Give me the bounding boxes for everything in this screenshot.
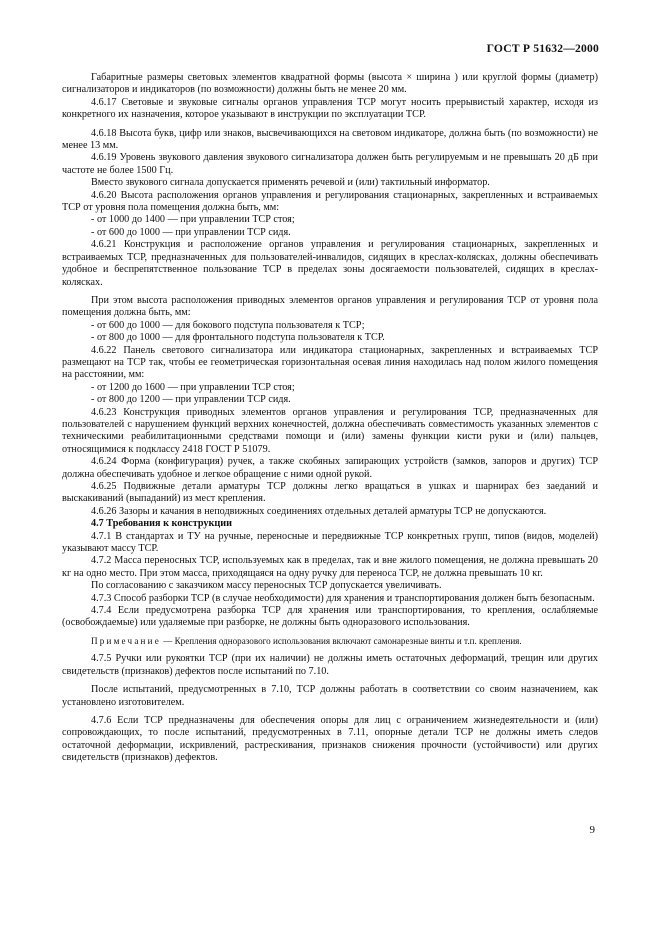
paragraph: 4.6.17 Световые и звуковые сигналы органов управления ТСР могут носить прерывистый характер, исходя из конкретного их назначения, которое указывают в инструкции по эксплуатации ТСР. (62, 96, 598, 121)
note-label: Примечание (91, 635, 161, 646)
paragraph: 4.6.20 Высота расположения органов управления и регулирования стационарных, закрепленных и встраиваемых ТСР от уровня пола помещения должна быть, мм: (62, 189, 598, 214)
paragraph: При этом высота расположения приводных элементов органов управления и регулирования ТСР от уровня пола помещения должна быть, мм: (62, 294, 598, 319)
list-item: - от 1200 до 1600 — при управлении ТСР стоя; (91, 381, 295, 393)
paragraph: 4.6.22 Панель светового сигнализатора или индикатора стационарных, закрепленных и встраиваемых ТСР размещают на ТСР так, чтобы ее геометрическая горизонтальная осевая линия находилась над полом жилого помещения на расстоянии, мм: (62, 344, 598, 381)
note (62, 636, 598, 647)
list-item: - от 600 до 1000 — при управлении ТСР сидя. (91, 226, 291, 238)
paragraph: 4.6.21 Конструкция и расположение органов управления и регулирования стационарных, закрепленных и встраиваемых ТСР, предназначенных для пользователей-инвалидов, сидящих в креслах-колясках, должны обеспечивать удобное и беспрепятственное пользование ТСР в пределах зоны досягаемости пользователей, сидящих в креслах-колясках. (62, 239, 598, 288)
paragraph: По согласованию с заказчиком массу переносных ТСР допускается увеличивать. (91, 580, 442, 592)
paragraph: 4.7.6 Если ТСР предназначены для обеспечения опоры для лиц с ограничением жизнедеятельности и (или) сопровождающих, то после испытаний, предусмотренных в 7.11, опорные детали ТСР не должны иметь следов остаточной деформации, искривлений, растрескивания, признаков снижения прочности (устойчивости) или других свидетельств (признаков) дефектов. (62, 714, 598, 764)
list-item: - от 600 до 1000 — для бокового подступа пользователя к ТСР; (91, 319, 365, 331)
paragraph: 4.7.4 Если предусмотрена разборка ТСР для хранения или транспортирования, то крепления, ослабляемые (освобождаемые) или удаляемые при разборке, не должны быть одноразового использования. (62, 605, 598, 629)
page-number: 9 (589, 824, 595, 836)
paragraph: 4.6.25 Подвижные детали арматуры ТСР должны легко вращаться в ушках и шарнирах без заеданий и выскакиваний (выпаданий) из мест крепления. (62, 481, 598, 505)
paragraph: 4.6.26 Зазоры и качания в неподвижных соединениях отдельных деталей арматуры ТСР не допускаются. (91, 505, 547, 517)
document-body (62, 72, 598, 765)
list-item: - от 800 до 1200 — при управлении ТСР сидя. (91, 394, 291, 406)
paragraph: 4.6.18 Высота букв, цифр или знаков, высвечивающихся на световом индикаторе, должна быть (по возможности) не менее 13 мм. (62, 127, 598, 152)
paragraph: 4.6.24 Форма (конфигурация) ручек, а также скобяных запирающих устройств (замков, запоров и других) ТСР должна обеспечивать удобное и легкое обращение с ними одной рукой. (62, 456, 598, 480)
paragraph: Габаритные размеры световых элементов квадратной формы (высота × ширина ) или круглой формы (диаметр) сигнализаторов и индикаторов (по возможности) должны быть не менее 20 мм. (62, 72, 598, 96)
list-item: - от 1000 до 1400 — при управлении ТСР стоя; (91, 214, 295, 226)
paragraph: Вместо звукового сигнала допускается применять речевой и (или) тактильный информатор. (91, 177, 490, 189)
paragraph: 4.7.3 Способ разборки ТСР (в случае необходимости) для хранения и транспортирования должен быть безопасным. (91, 592, 595, 604)
paragraph: 4.7.1 В стандартах и ТУ на ручные, переносные и передвижные ТСР конкретных групп, типов (видов, моделей) указывают массу ТСР. (62, 530, 598, 555)
paragraph: После испытаний, предусмотренных в 7.10, ТСР должны работать в соответствии со своим назначением, как установлено изготовителем. (62, 684, 598, 708)
paragraph: 4.6.19 Уровень звукового давления звукового сигнализатора должен быть регулируемым и не превышать 20 дБ при частоте не более 1500 Гц. (62, 152, 598, 176)
list-item: - от 800 до 1000 — для фронтального подступа пользователя к ТСР. (91, 332, 385, 344)
paragraph: 4.6.23 Конструкция приводных элементов органов управления и регулирования ТСР, предназначенных для пользователей с нарушением функций верхних конечностей, должна обеспечивать совместимость указанных элементов с техническими реабилитационными средствами помощи и (или) замены функции кисти руки и (или) пальцев, относящимися к подклассу 2418 ГОСТ Р 51079. (62, 406, 598, 455)
section-heading: 4.7 Требования к конструкции (91, 518, 232, 530)
paragraph: 4.7.5 Ручки или рукоятки ТСР (при их наличии) не должны иметь остаточных деформаций, трещин или других свидетельств (признаков) дефектов после испытаний по 7.10. (62, 653, 598, 677)
note-text: — Крепления одноразового использования включают самонарезные винты и т.п. крепления. (160, 635, 522, 646)
document-header-title: ГОСТ Р 51632—2000 (486, 42, 599, 55)
paragraph: 4.7.2 Масса переносных ТСР, используемых как в пределах, так и вне жилого помещения, не должна превышать 20 кг на одно место. При этом масса, приходящаяся на одну ручку для переноса ТСР, не должна превышать 10 кг. (62, 555, 598, 579)
